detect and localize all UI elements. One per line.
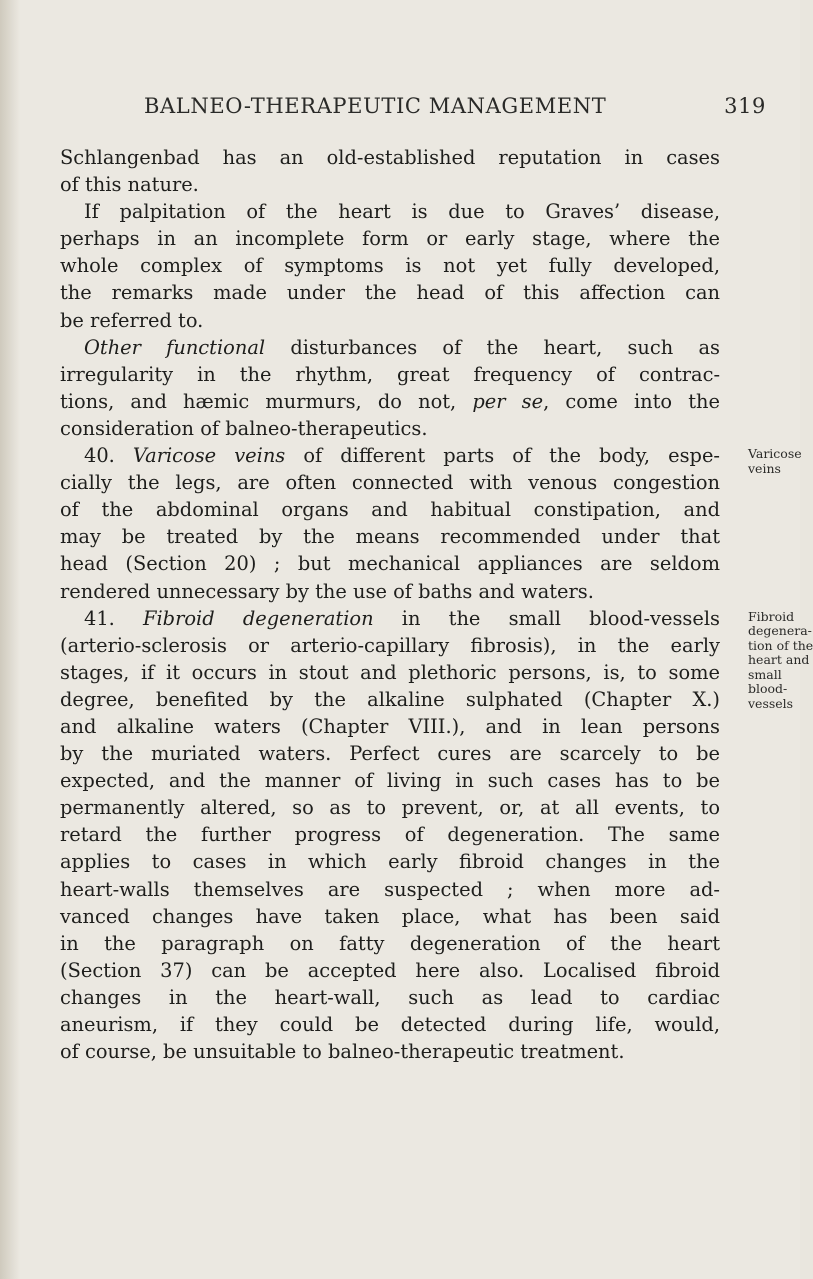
text-line: degree, benefited by the alkaline sulphated (Chapter X.) [60, 687, 720, 711]
marginal-note-line: Varicose [748, 446, 802, 462]
text-line [60, 442, 720, 469]
text-line: applies to cases in which early fibroid changes in the [60, 850, 720, 874]
text-line: whole complex of symptoms is not yet fully developed, [60, 254, 720, 278]
text-line: changes in the heart-wall, such as lead to cardiac [60, 985, 720, 1009]
text-line: cially the legs, are often connected with venous congestion [60, 471, 720, 495]
marginal-note-line: small [748, 666, 782, 682]
text-line: stages, if it occurs in stout and plethoric persons, is, to some [60, 660, 720, 684]
text-line: expected, and the manner of living in such cases has to be [60, 769, 720, 793]
text-run: tions, and hæmic murmurs, do not, [60, 389, 473, 413]
text-line: be referred to. [60, 308, 204, 332]
text-line: (arterio-sclerosis or arterio-capillary fibrosis), in the early [60, 633, 720, 657]
text-line: of this nature. [60, 173, 199, 197]
italic-term: Varicose veins [132, 444, 286, 468]
text-line: perhaps in an incomplete form or early stage, where the [60, 227, 720, 251]
page-number: 319 [724, 94, 766, 118]
text-line: the remarks made under the head of this affection can [60, 281, 720, 305]
text-run: in the small blood-vessels [373, 606, 720, 630]
text-line: may be treated by the means recommended under that [60, 525, 720, 549]
text-line: If palpitation of the heart is due to Graves’ disease, [84, 200, 720, 224]
text-line: consideration of balneo-therapeutics. [60, 416, 428, 440]
marginal-note-line: tion of the [748, 637, 813, 653]
italic-term: per se [472, 389, 544, 413]
text-line: retard the further progress of degeneration. The same [60, 823, 720, 847]
text-run: 41. [84, 606, 144, 630]
marginal-note [748, 610, 813, 712]
binding-shadow [0, 0, 20, 1279]
text-line: Schlangenbad has an old-established reputation in cases [60, 146, 720, 169]
text-line: and alkaline waters (Chapter VIII.), and in lean persons [60, 714, 720, 738]
text-run: disturbances of the heart, such as [265, 335, 720, 359]
text-line: in the paragraph on fatty degeneration of the heart [60, 931, 720, 955]
marginal-note-line: vessels [748, 695, 794, 711]
text-line: aneurism, if they could be detected during life, would, [60, 1013, 720, 1036]
italic-term: Other functional [84, 335, 266, 359]
text-line: (Section 37) can be accepted here also. Localised fibroid [60, 958, 720, 982]
text-line: heart-walls themselves are suspected ; when more ad- [60, 877, 720, 901]
marginal-note-line: heart and [748, 652, 810, 668]
text-line: of course, be unsuitable to balneo-therapeutic treatment. [60, 1040, 625, 1064]
text-line: rendered unnecessary by the use of baths and waters. [60, 579, 594, 603]
text-run: of different parts of the body, espe- [285, 444, 720, 468]
body-text [60, 144, 720, 1065]
text-run: 40. [84, 444, 133, 468]
text-line: head (Section 20) ; but mechanical appliances are seldom [60, 552, 720, 576]
text-line: of the abdominal organs and habitual constipation, and [60, 498, 720, 522]
running-head [60, 94, 766, 124]
marginal-note-line: blood- [748, 681, 788, 697]
text-line [60, 334, 720, 361]
running-head-title: BALNEO-THERAPEUTIC MANAGEMENT [144, 94, 607, 118]
marginal-note-line: degenera- [748, 623, 812, 639]
text-run: , come into the [543, 389, 720, 413]
text-line: vanced changes have taken place, what has been said [60, 904, 720, 928]
marginal-note-line: veins [748, 460, 781, 476]
text-line [60, 605, 720, 632]
text-line: irregularity in the rhythm, great frequency of contrac- [60, 362, 720, 386]
text-line [60, 388, 720, 415]
marginal-note-line: Fibroid [748, 608, 795, 624]
text-line: by the muriated waters. Perfect cures are scarcely to be [60, 742, 720, 766]
text-line: permanently altered, so as to prevent, or, at all events, to [60, 796, 720, 820]
italic-term: Fibroid degeneration [143, 606, 374, 630]
marginal-note [748, 447, 802, 476]
